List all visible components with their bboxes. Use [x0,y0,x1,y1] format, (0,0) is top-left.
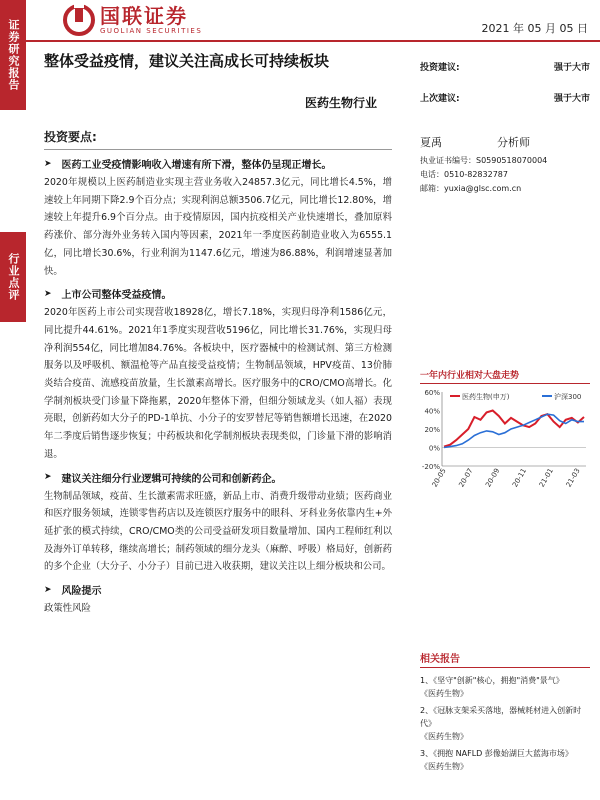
related-item-num: 3、 [420,749,434,758]
chart-title: 一年内行业相对大盘走势 [420,368,590,384]
rating-row [420,60,590,91]
bullet-heading-text: 医药工业受疫情影响收入增速有所下滑，整体仍呈现正增长。 [61,160,332,171]
related-item-text: 《拥抱 NAFLD 彭像始湖巨大蓝海市场》 [433,749,573,758]
main-content [44,122,392,618]
bullet-heading-text: 风险提示 [61,586,102,598]
bullet-heading [44,286,392,301]
related-item-sub: 《医药生物》 [420,732,468,741]
related-item[interactable] [420,747,590,773]
rating-value: 强于大市 [553,63,590,73]
ratings-panel [420,60,590,122]
bullet-paragraph: 2020年规模以上医药制造业实现主营业务收入24857.3亿元，同比增长4.5%，增速较上年同期下降2.9个百分点；实现利润总额3506.7亿元，同比增长12.80%，增速较上年提升6.9个百分点。由于疫情原因，国内抗疫相关产业快速增长，叠加原料药涨价、部分海外业务转入国内等因素，2021年一季度医药制造业收入为6555.1亿，同比增长30.6%，行业利润为1147.6亿元，增速为86.88%，利润增速显著加快。 [44,177,392,277]
report-type-label: 证券研究报告 [0,0,26,110]
x-tick-label: 20-05 [430,467,448,489]
analyst-email[interactable]: 邮箱：yuxia@glsc.com.cn [420,184,522,193]
sidebar [0,0,26,800]
legend-label: 沪深300 [554,393,582,401]
x-tick-label: 21-03 [564,467,582,489]
analyst-phone: 电话：0510-82832787 [420,170,508,179]
bullet-heading [44,470,392,485]
related-reports [420,650,590,777]
y-tick-label: 60% [424,389,440,397]
x-tick-label: 20-07 [457,467,475,489]
industry-name: 医药生物行业 [305,96,378,110]
bullet-heading-text: 建议关注细分行业逻辑可持续的公司和创新药企。 [61,473,282,485]
related-title: 相关报告 [420,650,590,668]
related-item-sub: 《医药生物》 [420,762,468,771]
analyst-cert: 执业证书编号：S0590518070004 [420,156,548,165]
report-title: 整体受益疫情，建议关注高成长可持续板块 [44,52,330,70]
analyst-name: 夏禹 [420,136,442,149]
analyst-role: 分析师 [497,136,530,149]
relative-trend-chart [420,368,590,508]
legend-label: 医药生物(申万) [462,393,510,401]
rating-label: 投资建议: [420,63,460,73]
arrow-bullet-icon: ➤ [44,288,52,299]
y-tick-label: 40% [424,407,440,416]
related-item-text: 《坚守"创新"核心，拥抱"消费"景气》 [433,676,564,685]
y-tick-label: 20% [424,426,440,434]
bullet-heading [44,582,392,597]
arrow-bullet-icon: ➤ [44,158,52,169]
logo-name-en: GUOLIAN SECURITIES [100,26,203,35]
company-logo [62,4,202,36]
header-divider [26,40,600,42]
report-date: 2021 年 05 月 05 日 [481,22,588,35]
x-tick-label: 21-01 [537,467,555,489]
rating-row [420,91,590,122]
related-item-text: 《冠脉支架采买落地，器械耗材进入创新时代》 [420,706,582,728]
arrow-bullet-icon: ➤ [44,472,52,483]
analyst-info [420,134,590,196]
x-tick-label: 20-11 [511,467,529,489]
logo-mark-icon [62,4,96,36]
rating-label: 上次建议: [420,94,460,104]
section-title: 投资要点: [44,130,97,144]
logo-name-cn: 国联证券 [100,3,188,28]
bullet-paragraph: 2020年医药上市公司实现营收18928亿，增长7.18%，实现归母净利1586亿元，同比提升44.61%。2021年1季度实现营收5196亿，同比增长31.76%，实现归母净利润554亿，同比增加84.76%。各板块中，医疗器械中的检测试剂、第三方检测服务以及呼吸机、额温枪等产品直接受益疫情；生物制品领域，HPV疫苗、13价肺炎结合疫苗、流感疫苗放量，生长激素高增长。医疗服务中的CRO/CMO高增长。化学制剂板块受门诊量下降拖累，2020年整体下滑，但细分领域龙头（如人福）表现亮眼，创新药如大分子的PD-1单抗、小分子的安罗替尼等销售额增长迅速，在2020年二季度后销售逐步恢复；中药板块和化学制剂板块表现类似，门诊量下滑的影响消退。 [44,307,392,460]
y-tick-label: 0% [428,444,440,453]
section-divider [44,149,392,150]
y-tick-label: -20% [421,463,440,471]
related-item-sub: 《医药生物》 [420,689,468,698]
arrow-bullet-icon: ➤ [44,584,52,595]
related-item-num: 1、 [420,676,434,685]
bullet-paragraph: 政策性风险 [44,603,91,615]
x-tick-label: 20-09 [484,467,502,489]
related-item-num: 2、 [420,706,434,715]
report-category-label: 行业点评 [0,232,26,322]
related-item[interactable] [420,674,590,700]
bullet-heading-text: 上市公司整体受益疫情。 [61,290,172,302]
bullet-heading [44,156,392,171]
bullet-paragraph: 生物制品领域，疫苗、生长激素需求旺盛，新品上市、消费升级带动业绩；医药商业和医疗服务领域，连锁零售药店以及连锁医疗服务中的眼科、牙科业务依靠内生+外延扩张的模式持续，CRO/CMO类的公司受益研发项目数量增加、国内工程师红利以及海外订单转移，继续高增长；制药领域的细分龙头（麻醉、呼吸）格局好，创新药的多个企业（大分子、小分子）目前已进入收获期，建议关注以上细分板块和公司。 [44,490,392,573]
header [26,0,600,42]
chart-svg [420,384,590,504]
related-item[interactable] [420,704,590,743]
rating-value: 强于大市 [553,94,590,104]
